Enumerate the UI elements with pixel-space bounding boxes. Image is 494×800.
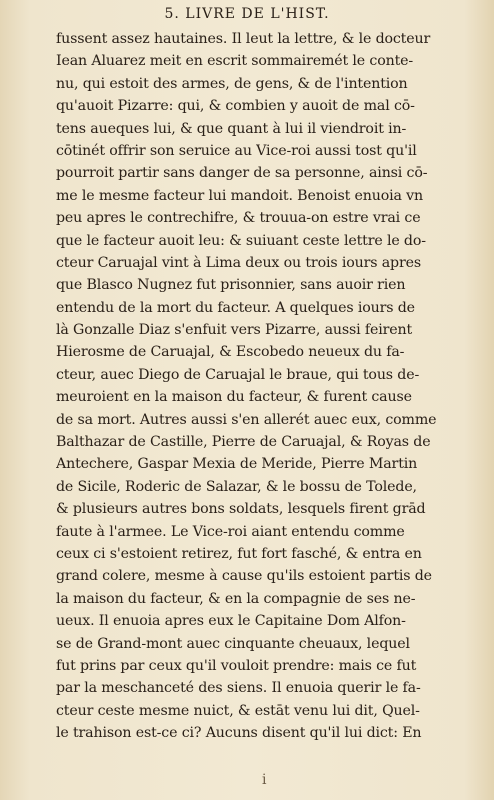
text-line: me le mesme facteur lui mandoit. Benoist enuoia vn [56,187,424,204]
text-line: par la meschanceté des siens. Il enuoia querir le fa- [56,680,421,697]
text-line: Hierosme de Caruajal, & Escobedo neueux du fa- [56,344,405,361]
text-line: cteur, auec Diego de Caruajal le braue, qui tous de- [56,366,420,383]
text-line: tens aueques lui, & que quant à lui il viendroit in- [56,120,407,137]
text-line: pourroit partir sans danger de sa personne, ainsi cō- [56,165,428,182]
text-line: Antechere, Gaspar Mexia de Meride, Pierre Martin [56,456,418,473]
text-line: fussent assez hautaines. Il leut la lettre, & le docteur [56,31,431,47]
text-line: Balthazar de Castille, Pierre de Caruajal, & Royas de [56,434,431,451]
body-text [56,28,474,745]
text-line: ueux. Il enuoia apres eux le Capitaine Dom Alfon- [56,613,406,630]
text-line: meuroient en la maison du facteur, & furent cause [56,389,412,406]
text-line: fut prins par ceux qu'il vouloit prendre: mais ce fut [56,657,417,674]
text-line: de sa mort. Autres aussi s'en allerét auec eux, comme [56,411,437,428]
running-header: 5. LIVRE DE L'HIST. [164,6,330,22]
text-line: le trahison est-ce ci? Aucuns disent qu'il lui dict: En [56,725,422,742]
text-line: cōtinét offrir son seruice au Vice-roi aussi tost qu'il [56,142,417,159]
text-line: que le facteur auoit leu: & suiuant ceste lettre le do- [56,232,426,249]
text-line: de Sicile, Roderic de Salazar, & le bossu de Tolede, [56,478,417,495]
text-line: qu'auoit Pizarre: qui, & combien y auoit de mal cō- [56,98,415,115]
text-line: se de Grand-mont auec cinquante cheuaux, lequel [56,635,410,652]
text-line: cteur ceste mesme nuict, & estāt venu lui dit, Quel- [56,702,420,719]
text-line: faute à l'armee. Le Vice-roi aiant entendu comme [56,523,405,540]
text-line: & plusieurs autres bons soldats, lesquels firent grād [56,501,426,518]
text-line: là Gonzalle Diaz s'enfuit vers Pizarre, aussi feirent [56,322,413,339]
text-line: peu apres le contrechifre, & trouua-on estre vrai ce [56,210,421,227]
text-line: Iean Aluarez meit en escrit sommairemét le conte- [56,53,414,70]
text-line: la maison du facteur, & en la compagnie de ses ne- [56,590,416,607]
text-line: cteur Caruajal vint à Lima deux ou trois iours apres [56,254,421,271]
text-line: nu, qui estoit des armes, de gens, & de l'intention [56,75,408,92]
text-line: entendu de la mort du facteur. A quelques iours de [56,299,415,316]
text-line: grand colere, mesme à cause qu'ils estoient partis de [56,568,432,585]
text-line: que Blasco Nugnez fut prisonnier, sans auoir rien [56,277,406,294]
text-line: ceux ci s'estoient retirez, fut fort fasché, & entra en [56,545,422,562]
signature-mark: i [262,772,267,788]
